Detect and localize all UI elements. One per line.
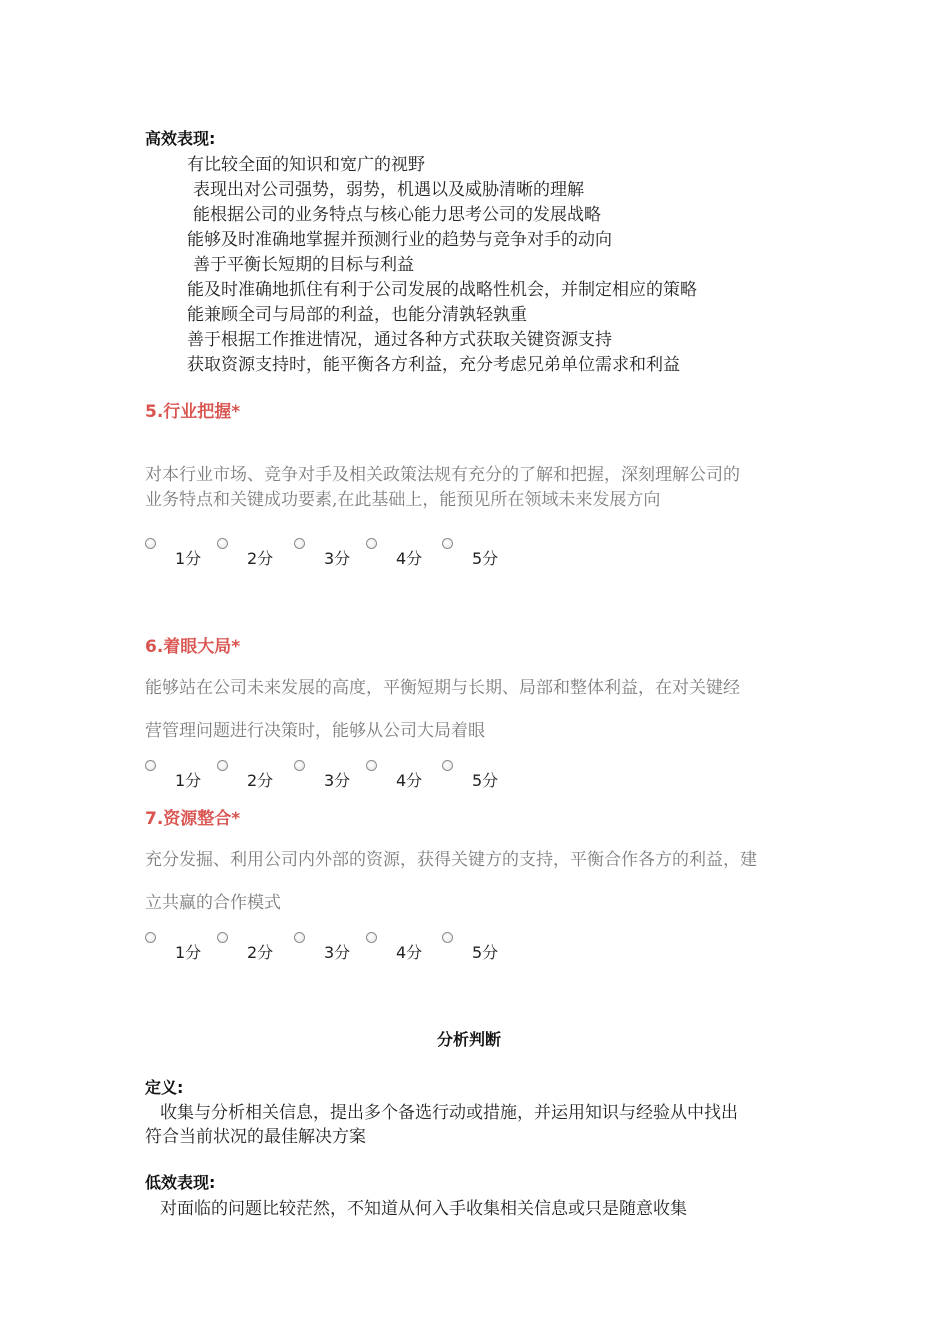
- option-label: 1分: [175, 943, 202, 962]
- radio-button[interactable]: [145, 760, 156, 771]
- definition-text: 符合当前状况的最佳解决方案: [145, 1127, 366, 1147]
- high-performance-item: 善于根据工作推进情况，通过各种方式获取关键资源支持: [187, 330, 612, 350]
- high-performance-item: 能及时准确地抓住有利于公司发展的战略性机会，并制定相应的策略: [187, 280, 697, 300]
- question-description: 立共赢的合作模式: [145, 893, 281, 913]
- radio-button[interactable]: [217, 932, 228, 943]
- radio-button[interactable]: [442, 538, 453, 549]
- high-performance-item: 表现出对公司强势，弱势，机遇以及威胁清晰的理解: [193, 180, 584, 200]
- option-label: 3分: [324, 549, 351, 568]
- radio-button[interactable]: [442, 760, 453, 771]
- high-performance-label: 高效表现:: [145, 129, 216, 148]
- option-label: 4分: [396, 549, 423, 568]
- option-label: 1分: [175, 771, 202, 790]
- option-label: 4分: [396, 943, 423, 962]
- definition-label: 定义:: [145, 1078, 184, 1097]
- high-performance-item: 能兼顾全司与局部的利益，也能分清孰轻孰重: [187, 305, 527, 325]
- option-label: 3分: [324, 771, 351, 790]
- radio-button[interactable]: [145, 538, 156, 549]
- radio-button[interactable]: [442, 932, 453, 943]
- option-label: 2分: [247, 943, 274, 962]
- radio-button[interactable]: [217, 760, 228, 771]
- radio-button[interactable]: [366, 760, 377, 771]
- option-label: 2分: [247, 549, 274, 568]
- radio-button[interactable]: [294, 932, 305, 943]
- question-title: 6.着眼大局*: [145, 637, 241, 657]
- radio-button[interactable]: [366, 538, 377, 549]
- high-performance-item: 获取资源支持时，能平衡各方利益，充分考虑兄弟单位需求和利益: [187, 355, 680, 375]
- definition-text: 收集与分析相关信息，提出多个备选行动或措施，并运用知识与经验从中找出: [160, 1103, 738, 1123]
- question-title: 7.资源整合*: [145, 809, 241, 829]
- option-label: 4分: [396, 771, 423, 790]
- radio-button[interactable]: [294, 538, 305, 549]
- option-label: 5分: [472, 771, 499, 790]
- question-description: 对本行业市场、竞争对手及相关政策法规有充分的了解和把握，深刻理解公司的: [145, 465, 740, 485]
- rating-options: [145, 538, 565, 568]
- radio-button[interactable]: [217, 538, 228, 549]
- section-title: 分析判断: [437, 1030, 502, 1049]
- radio-button[interactable]: [366, 932, 377, 943]
- question-description: 充分发掘、利用公司内外部的资源，获得关键方的支持，平衡合作各方的利益，建: [145, 850, 757, 870]
- option-label: 1分: [175, 549, 202, 568]
- high-performance-item: 善于平衡长短期的目标与利益: [193, 255, 414, 275]
- high-performance-item: 能够及时准确地掌握并预测行业的趋势与竞争对手的动向: [187, 230, 612, 250]
- option-label: 3分: [324, 943, 351, 962]
- low-performance-item: 对面临的问题比较茫然，不知道从何入手收集相关信息或只是随意收集: [160, 1199, 687, 1219]
- low-performance-label: 低效表现:: [145, 1173, 216, 1192]
- rating-options: [145, 932, 565, 962]
- option-label: 5分: [472, 943, 499, 962]
- rating-options: [145, 760, 565, 790]
- option-label: 2分: [247, 771, 274, 790]
- question-description: 能够站在公司未来发展的高度，平衡短期与长期、局部和整体利益，在对关键经: [145, 678, 740, 698]
- radio-button[interactable]: [294, 760, 305, 771]
- question-description: 营管理问题进行决策时，能够从公司大局着眼: [145, 721, 485, 741]
- high-performance-item: 能根据公司的业务特点与核心能力思考公司的发展战略: [193, 205, 601, 225]
- high-performance-item: 有比较全面的知识和宽广的视野: [187, 155, 425, 175]
- option-label: 5分: [472, 549, 499, 568]
- radio-button[interactable]: [145, 932, 156, 943]
- question-title: 5.行业把握*: [145, 402, 241, 422]
- question-description: 业务特点和关键成功要素,在此基础上，能预见所在领域未来发展方向: [145, 490, 661, 510]
